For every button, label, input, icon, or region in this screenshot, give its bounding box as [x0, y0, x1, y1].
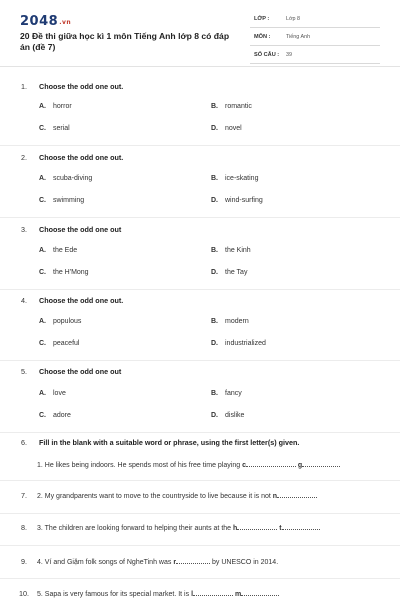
first-letter: r — [173, 559, 177, 566]
meta-row-class — [250, 14, 380, 28]
question-number: 4. — [21, 296, 27, 305]
option-c[interactable] — [39, 412, 71, 419]
question-separator — [0, 289, 400, 290]
sentence-text: 5. Sapa is very famous for its special market. It is — [37, 591, 192, 598]
fill-sentence — [37, 557, 278, 566]
option-text: fancy — [225, 390, 242, 397]
meta-row-subject — [250, 32, 380, 46]
option-c[interactable] — [39, 125, 70, 132]
option-text: the Tay — [225, 269, 248, 276]
question-prompt: Choose the odd one out. — [39, 82, 124, 91]
blank-line[interactable] — [246, 460, 296, 467]
question-number: 8. — [21, 523, 27, 532]
question-prompt: Choose the odd one out. — [39, 153, 124, 162]
first-letter: m — [234, 591, 242, 598]
option-text: peaceful — [53, 340, 80, 347]
option-text: swimming — [53, 197, 85, 204]
option-text: novel — [225, 125, 242, 132]
meta-row-count — [250, 50, 380, 64]
question-separator — [0, 432, 400, 433]
blank-line[interactable] — [302, 460, 340, 467]
option-letter: B. — [211, 318, 218, 325]
sentence-text: 1. He likes being indoors. He spends most of his free time playing — [37, 462, 243, 469]
option-text: romantic — [225, 103, 252, 110]
option-letter: C. — [39, 340, 46, 347]
option-letter: D. — [211, 197, 218, 204]
option-d[interactable] — [211, 125, 242, 132]
meta-key: SỐ CÂU : — [254, 52, 280, 58]
option-b[interactable] — [211, 318, 249, 325]
question-prompt: Choose the odd one out — [39, 225, 122, 234]
option-letter: D. — [211, 412, 218, 419]
option-text: the H'Mong — [53, 269, 89, 276]
header-divider — [0, 66, 400, 67]
question-prompt: Choose the odd one out. — [39, 296, 124, 305]
option-letter: B. — [211, 247, 218, 254]
option-b[interactable] — [211, 390, 242, 397]
option-c[interactable] — [39, 197, 84, 204]
option-a[interactable] — [39, 390, 66, 397]
option-text: dislike — [225, 412, 245, 419]
option-a[interactable] — [39, 103, 72, 110]
option-text: modern — [225, 318, 249, 325]
question-separator — [0, 480, 400, 481]
fill-sentence — [37, 589, 279, 598]
option-b[interactable] — [211, 103, 252, 110]
option-letter: C. — [39, 269, 46, 276]
option-letter: B. — [211, 103, 218, 110]
document-meta — [250, 14, 380, 68]
option-a[interactable] — [39, 247, 77, 254]
option-a[interactable] — [39, 318, 81, 325]
logo-text: 2048 — [20, 14, 59, 29]
blank-line[interactable] — [282, 523, 320, 530]
option-text: scuba-diving — [53, 175, 93, 182]
question-separator — [0, 578, 400, 579]
option-letter: C. — [39, 197, 46, 204]
option-text: horror — [53, 103, 72, 110]
option-letter: A. — [39, 247, 46, 254]
option-letter: A. — [39, 103, 46, 110]
sentence-text: 2. My grandparents want to move to the countryside to live because it is not — [37, 493, 273, 500]
first-letter: t — [279, 525, 282, 532]
question-separator — [0, 360, 400, 361]
option-b[interactable] — [211, 247, 251, 254]
question-prompt: Choose the odd one out — [39, 367, 122, 376]
meta-key: LỚP : — [254, 16, 270, 22]
option-text: the Kinh — [225, 247, 251, 254]
question-number: 5. — [21, 367, 27, 376]
blank-line[interactable] — [277, 491, 317, 498]
fill-sentence — [37, 491, 317, 500]
fill-sentence — [37, 460, 340, 469]
first-letter: l — [191, 591, 194, 598]
option-letter: A. — [39, 175, 46, 182]
site-logo[interactable] — [20, 14, 71, 29]
question-number: 6. — [21, 438, 27, 447]
question-number: 9. — [21, 557, 27, 566]
option-letter: C. — [39, 125, 46, 132]
first-letter: h — [233, 525, 238, 532]
option-text: the Ede — [53, 247, 78, 254]
option-letter: B. — [211, 390, 218, 397]
option-text: populous — [53, 318, 82, 325]
blank-line[interactable] — [241, 589, 279, 596]
question-separator — [0, 217, 400, 218]
sentence-tail: by UNESCO in 2014. — [210, 559, 279, 566]
blank-line[interactable] — [237, 523, 277, 530]
logo-suffix: .vn — [59, 19, 72, 26]
first-letter: c — [242, 462, 246, 469]
option-d[interactable] — [211, 412, 244, 419]
option-letter: C. — [39, 412, 46, 419]
question-separator — [0, 513, 400, 514]
option-letter: A. — [39, 318, 46, 325]
question-separator — [0, 145, 400, 146]
blank-line[interactable] — [193, 589, 233, 596]
option-text: wind-surfing — [225, 197, 263, 204]
option-letter: D. — [211, 269, 218, 276]
option-d[interactable] — [211, 269, 247, 276]
option-letter: B. — [211, 175, 218, 182]
option-c[interactable] — [39, 340, 79, 347]
meta-key: MÔN : — [254, 34, 271, 40]
page-title: 20 Đề thi giữa học kì 1 môn Tiếng Anh lớp 8 có đáp án (đề 7) — [20, 31, 230, 52]
meta-value: 39 — [286, 52, 292, 58]
option-a[interactable] — [39, 175, 92, 182]
fill-sentence — [37, 523, 320, 532]
option-text: serial — [53, 125, 70, 132]
option-text: industrialized — [225, 340, 266, 347]
option-letter: A. — [39, 390, 46, 397]
question-number: 1. — [21, 82, 27, 91]
meta-value: Tiếng Anh — [286, 34, 311, 40]
option-letter: D. — [211, 340, 218, 347]
document-header — [0, 0, 400, 66]
option-d[interactable] — [211, 340, 266, 347]
option-text: adore — [53, 412, 71, 419]
meta-value: Lớp 8 — [286, 16, 301, 22]
question-number: 3. — [21, 225, 27, 234]
first-letter: n — [272, 493, 278, 500]
sentence-text: 4. Ví and Giặm folk songs of NgheTinh was — [37, 559, 174, 566]
question-number: 7. — [21, 491, 27, 500]
question-prompt: Fill in the blank with a suitable word or phrase, using the first letter(s) given. — [39, 438, 300, 447]
sentence-text: 3. The children are looking forward to helping their aunts at the — [37, 525, 233, 532]
option-text: love — [53, 390, 66, 397]
question-separator — [0, 545, 400, 546]
blank-line[interactable] — [176, 557, 210, 564]
option-d[interactable] — [211, 197, 263, 204]
option-letter: D. — [211, 125, 218, 132]
option-b[interactable] — [211, 175, 258, 182]
question-number: 2. — [21, 153, 27, 162]
question-number: 10. — [19, 589, 29, 598]
option-c[interactable] — [39, 269, 89, 276]
first-letter: g — [297, 462, 303, 469]
option-text: ice-skating — [225, 175, 259, 182]
